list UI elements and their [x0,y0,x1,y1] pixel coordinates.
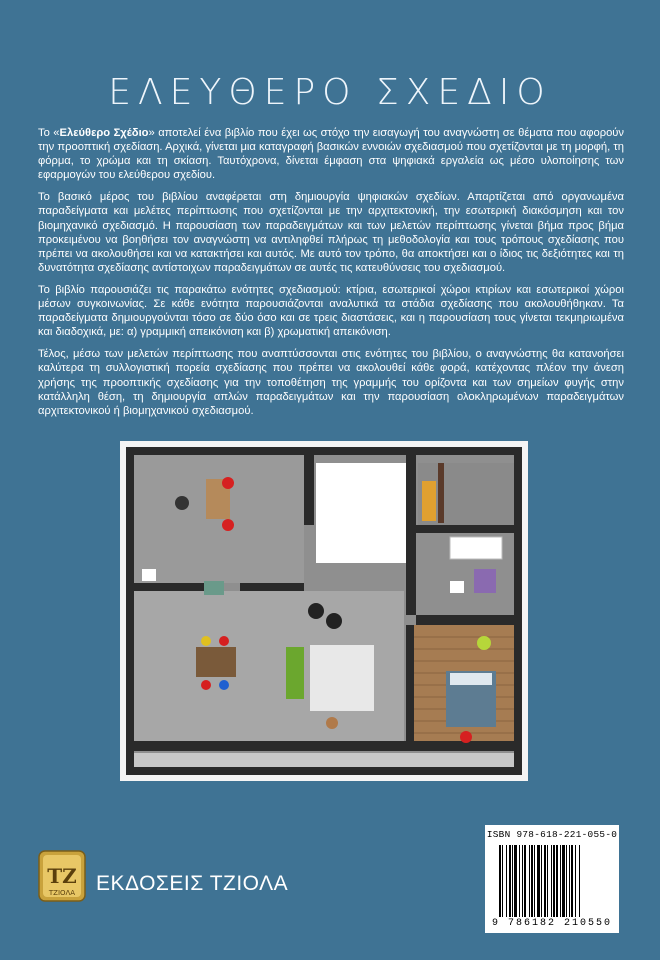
barcode-bar [562,845,565,917]
barcode-bar [553,845,555,917]
barcode-bar [575,845,576,917]
barcode-bar [579,845,580,917]
barcode-bar [556,845,558,917]
paragraph-intro [38,126,624,182]
barcode-image [497,845,607,917]
logo-text: ΤΖΙΟΛΑ [48,889,76,897]
barcode-bar [529,845,530,917]
barcode-bar [547,845,548,917]
barcode-bar [541,845,542,917]
barcode-bar [571,845,573,917]
back-cover-text [38,126,624,426]
isbn-barcode-block [485,825,619,933]
barcode-bar [502,845,503,917]
floor-plan-illustration [120,441,528,781]
publisher-logo [38,850,86,902]
barcode-bar [522,845,523,917]
ean-digits: 9 786182 210550 [491,918,612,929]
barcode-bar [499,845,501,917]
barcode-bar [551,845,552,917]
barcode-bar [566,845,567,917]
barcode-bar [560,845,561,917]
paragraph-3: Το βιβλίο παρουσιάζει τις παρακάτω ενότητες σχεδιασμού: κτίρια, εσωτερικοί χώροι κτιρίων και εσωτερικοί χώροι μέσων συγκοινωνίας. Σε κάθε ενότητα παρουσιάζονται αναλυτικά τα στάδια σχεδίασης που ακολουθήθηκαν. Τα παραδείγματα δημιουργούνται τόσο σε δύο όσο και σε τρεις διαστάσεις, και η παρουσίαση τους γίνεται τεκμηριωμένα και διαδοχικά, με: α) γραμμική απεικόνιση και β) χρωματική απεικόνιση. [38,283,624,339]
barcode-bar [506,845,507,917]
barcode-bar [544,845,546,917]
barcode-bar [531,845,533,917]
barcode-bar [519,845,520,917]
barcode-bar [537,845,540,917]
barcode-bar [534,845,535,917]
barcode-bar [512,845,513,917]
isbn-number: ISBN 978-618-221-055-0 [486,829,618,840]
barcode-bar [509,845,511,917]
logo-letters: ΤΖ [47,864,77,888]
paragraph-2: Το βασικό μέρος του βιβλίου αναφέρεται στη δημιουργία ψηφιακών σχεδίων. Απαρτίζεται από οργανωμένα παραδείγματα και μελέτες περίπτωσης που σχετίζονται με την αρχιτεκτονική, την εσωτερική διακόσμηση και τον βιομηχανικό σχεδιασμό. Η παρουσίαση των παραδειγμάτων και των μελετών περίπτωσης γίνεται βήμα προς βήμα προκειμένου να βοηθήσει τον αναγνώστη να αντιληφθεί πλήρως τη μεθοδολογία και τους τρόπους σχεδίασης που πρέπει να ακολουθήσει και να κατακτήσει και αυτός. Με αυτό τον τρόπο, θα αποκτήσει και ο ίδιος τις δεξιότητες και τη δυνατότητα σχεδίασης αντίστοιχων παραδειγμάτων σε αυτές τις κατευθύνσεις του σχεδιασμού. [38,191,624,274]
paragraph-4: Τέλος, μέσω των μελετών περίπτωσης που αναπτύσσονται στις ενότητες του βιβλίου, ο αναγνώστης θα κατανοήσει καλύτερα τη συλλογιστική πορεία σχεδίασης που πρέπει να ακολουθεί κάθε φορά, κατέχοντας πλέον την άνεση χρήσης της προοπτικής σχεδίασης για την τοποθέτηση της γραμμής του ορίζοντα και των σημείων φυγής στην κατάλληλη θέση, τη δημιουργία απλών παραδειγμάτων και την παρουσίαση ολοκληρωμένων παραδειγμάτων αρχιτεκτονικού ή βιομηχανικού σχεδιασμού. [38,348,624,417]
barcode-bar [524,845,526,917]
barcode-bar [514,845,517,917]
intro-pre: Το « [38,127,60,139]
publisher-name: ΕΚΔΟΣΕΙΣ ΤΖΙΟΛΑ [96,872,289,895]
book-title: ΕΛΕΥΘΕΡΟ ΣΧΕΔΙΟ [108,72,552,113]
intro-post: » αποτελεί ένα βιβλίο που έχει ως στόχο την εισαγωγή του αναγνώστη σε θέματα που αφορούν την προοπτική σχεδίαση. Αρχικά, γίνεται μια καταγραφή βασικών εννοιών σχεδιασμού που σχετίζονται με τη μορφή, τη φόρμα, το χρώμα και τη σκίαση. Ταυτόχρονα, δίνεται έμφαση στα ψηφιακά εργαλεία ως μέσο υλοποίησης των εφαρμογών του ελεύθερου σχεδίου. [38,127,625,182]
barcode-bar [569,845,570,917]
intro-bold-title: Ελεύθερο Σχέδιο [59,127,149,139]
